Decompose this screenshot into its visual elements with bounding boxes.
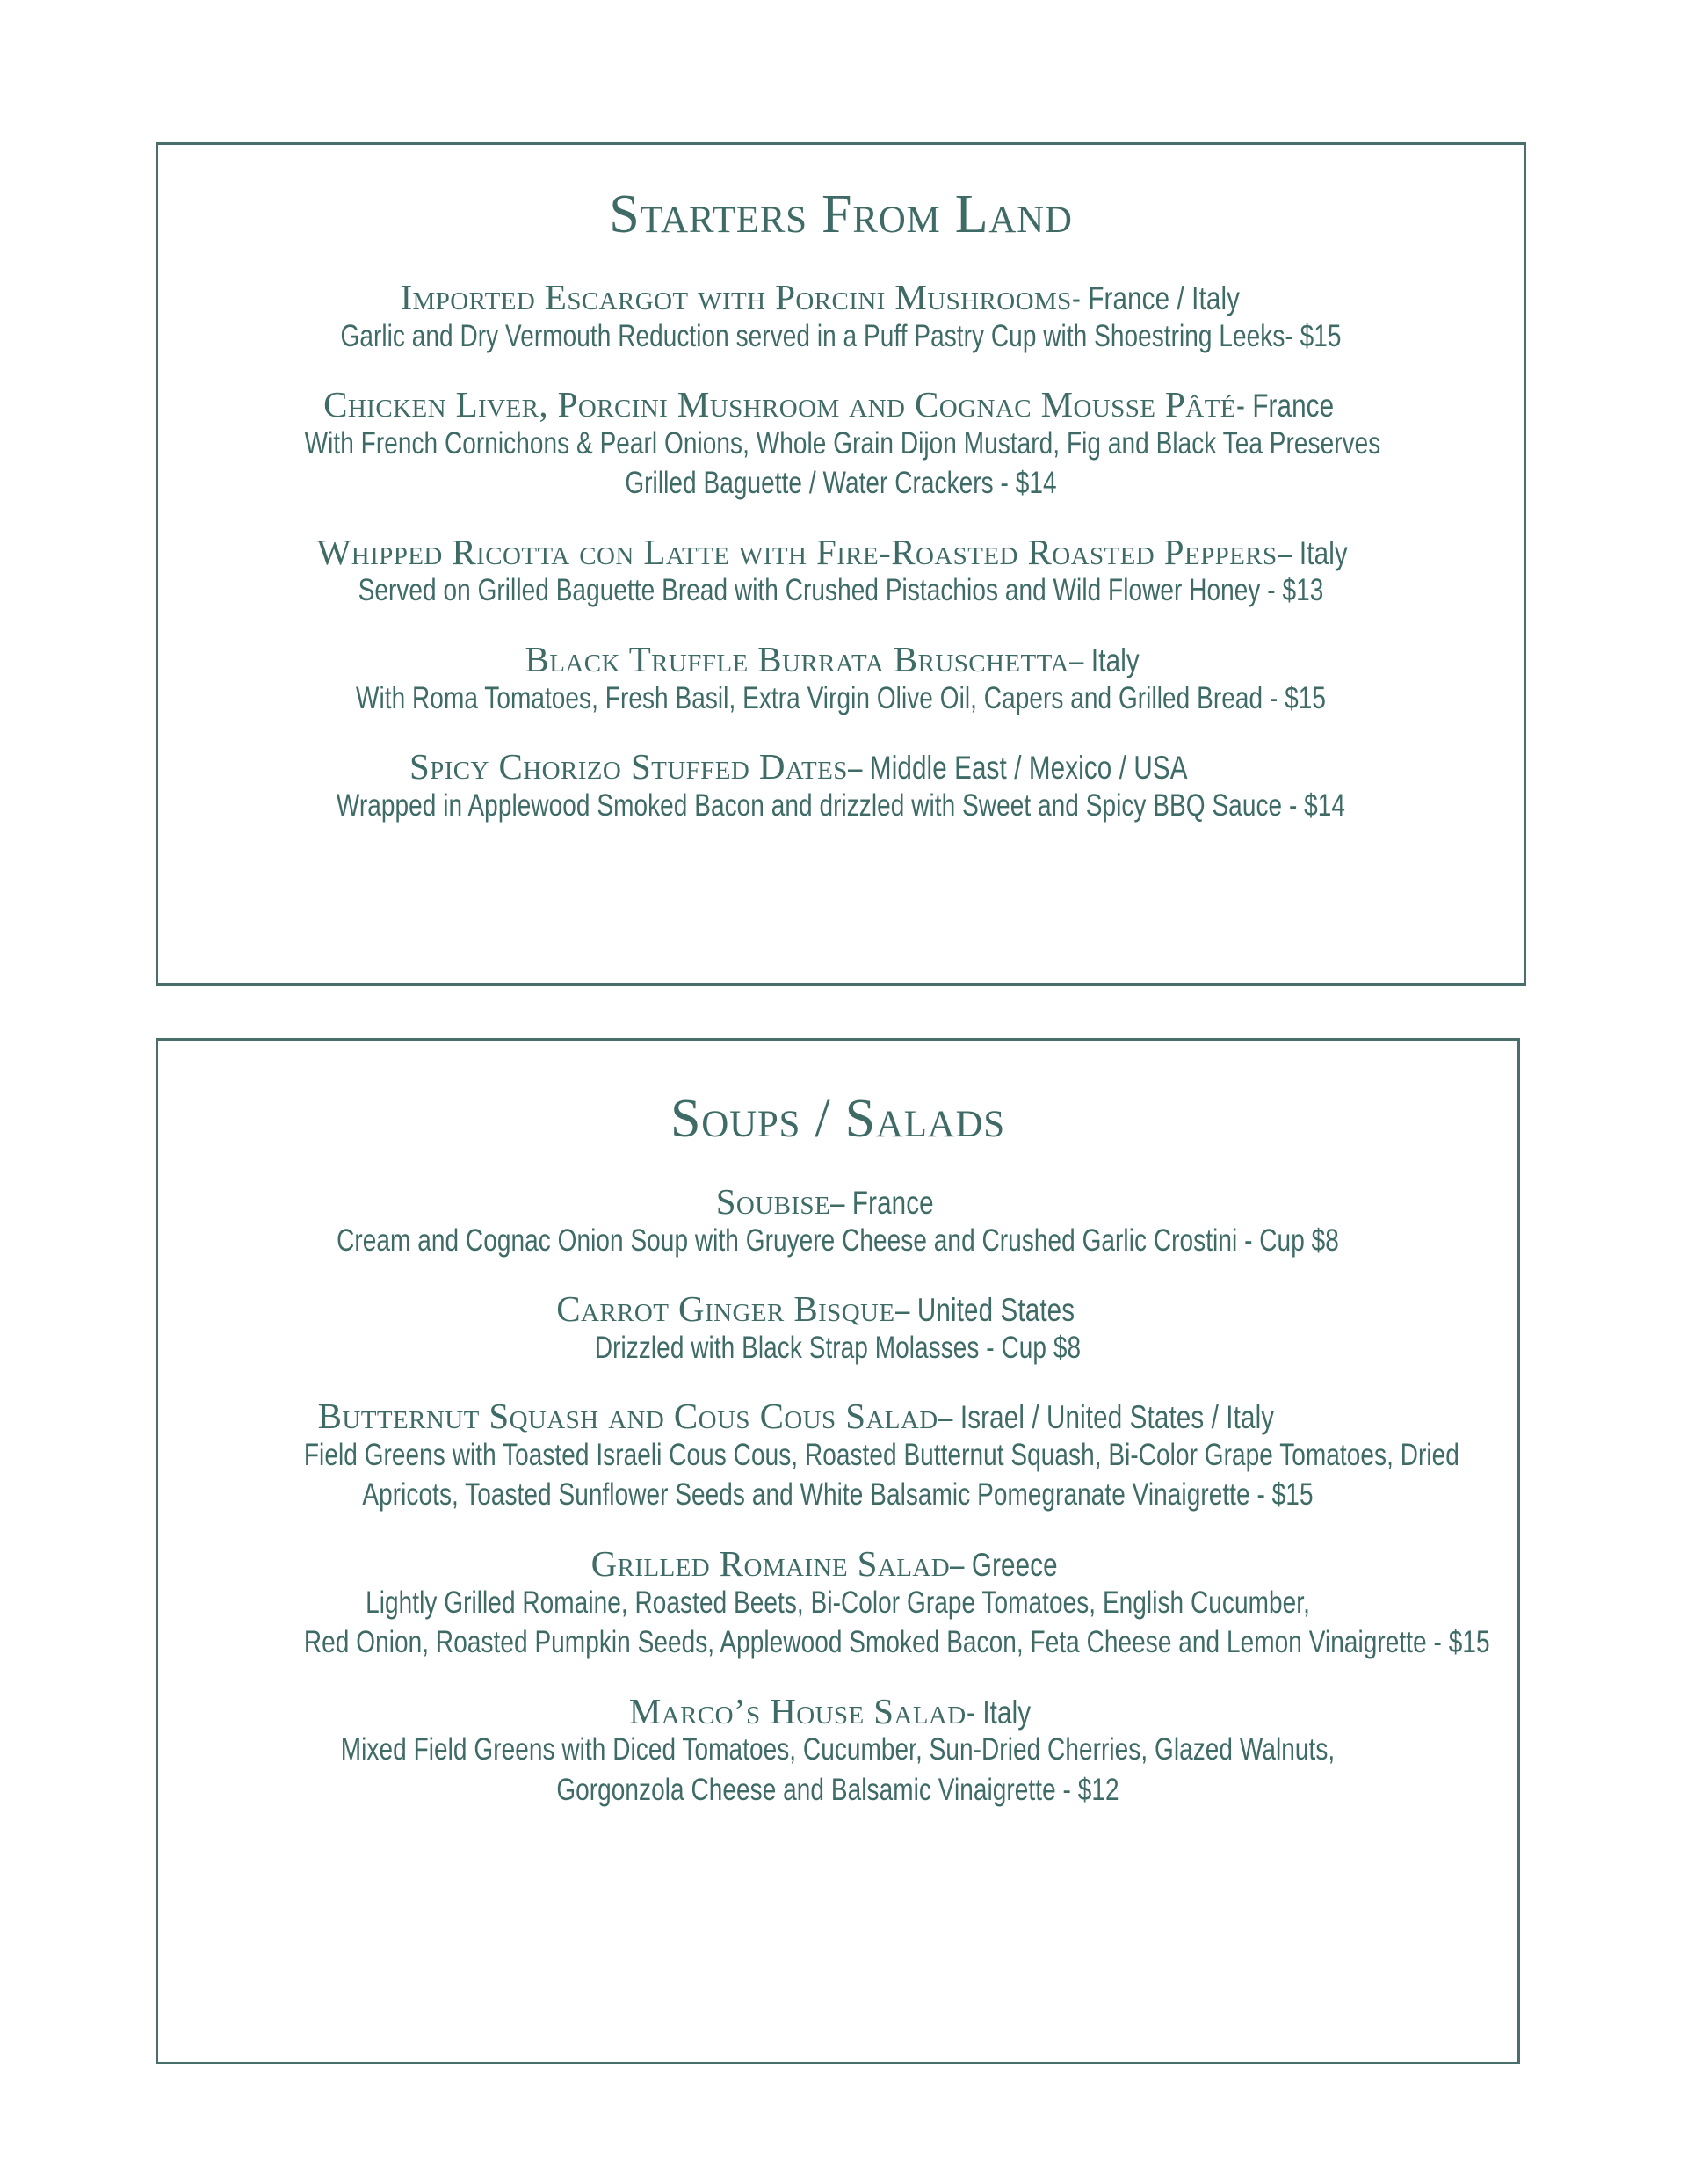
menu-item-title-line <box>170 638 1511 679</box>
description-line: Served on Grilled Baguette Bread with Crushed Pistachios and Wild Flower Honey - $13 <box>358 573 1324 608</box>
section-heading-starters-from-land: Starters From Land <box>609 185 1073 244</box>
spacer <box>170 1260 1505 1290</box>
menu-item-origin: – Israel / United States / Italy <box>938 1399 1274 1436</box>
description-line: Drizzled with Black Strap Molasses - Cup $8 <box>594 1330 1082 1365</box>
menu-item-name: Marco’s House Salad <box>628 1690 967 1731</box>
spacer <box>170 718 1511 748</box>
menu-item-origin: – France <box>830 1185 934 1221</box>
spacer <box>170 1515 1505 1545</box>
menu-item-description <box>170 1221 1505 1261</box>
menu-item-title-line <box>170 533 1511 571</box>
description-line: Lightly Grilled Romaine, Roasted Beets, Bi-Color Grape Tomatoes, English Cucumber, <box>366 1585 1310 1620</box>
description-line: Field Greens with Toasted Israeli Cous Cous, Roasted Butternut Squash, Bi-Color Grape Tomatoes, Dried <box>303 1437 1459 1472</box>
section-heading-soups-salads: Soups / Salads <box>670 1089 1005 1149</box>
menu-item <box>170 748 1511 825</box>
description-line: Mixed Field Greens with Diced Tomatoes, Cucumber, Sun-Dried Cherries, Glazed Walnuts, <box>340 1732 1336 1767</box>
panel-content <box>158 1089 1517 2113</box>
description-line: Apricots, Toasted Sunflower Seeds and White Balsamic Pomegranate Vinaigrette - $15 <box>362 1477 1314 1513</box>
menu-item-title-line <box>170 279 1511 316</box>
menu-item-name: Spicy Chorizo Stuffed Dates <box>409 746 848 787</box>
spacer <box>170 356 1511 386</box>
section-panel-starters-from-land <box>156 142 1526 986</box>
menu-item <box>170 1690 1505 1810</box>
menu-item-origin: – Italy <box>1068 642 1140 678</box>
description-line: Wrapped in Applewood Smoked Bacon and drizzled with Sweet and Spicy BBQ Sauce - $14 <box>336 787 1346 823</box>
menu-item-description <box>170 570 1511 611</box>
menu-item-name: Black Truffle Burrata Bruschetta <box>525 638 1069 679</box>
menu-item-name: Chicken Liver, Porcini Mushroom and Cognac Mousse Pâté <box>323 384 1236 425</box>
menu-item-name: Soubise <box>715 1181 831 1222</box>
menu-item-title-line <box>170 386 1511 424</box>
menu-item-origin: – Italy <box>1277 534 1348 571</box>
menu-item-description <box>170 1435 1505 1515</box>
menu-item <box>170 279 1511 356</box>
menu-item <box>170 1183 1505 1260</box>
menu-item <box>170 533 1511 611</box>
menu-item-name: Carrot Ginger Bisque <box>556 1288 895 1330</box>
spacer <box>170 611 1511 641</box>
description-line: Cream and Cognac Onion Soup with Gruyere Cheese and Crushed Garlic Crostini - Cup $8 <box>337 1223 1339 1258</box>
section-panel-soups-salads <box>156 1038 1520 2064</box>
spacer <box>170 1146 1505 1183</box>
menu-item-name: Grilled Romaine Salad <box>590 1542 951 1584</box>
spacer <box>170 1368 1505 1397</box>
menu-item <box>170 386 1511 504</box>
menu-item-description <box>170 786 1511 826</box>
menu-item <box>170 638 1511 718</box>
menu-item-description <box>170 1328 1505 1368</box>
menu-item-title-line <box>170 1397 1505 1435</box>
menu-item-origin: – Middle East / Mexico / USA <box>847 750 1188 786</box>
description-line: Gorgonzola Cheese and Balsamic Vinaigrette - $12 <box>556 1772 1119 1807</box>
description-line: With Roma Tomatoes, Fresh Basil, Extra Virgin Olive Oil, Capers and Grilled Bread - $15 <box>355 680 1327 715</box>
menu-item-origin: – United States <box>894 1292 1075 1329</box>
menu-item-title-line <box>170 1290 1505 1328</box>
description-line: With French Cornichons & Pearl Onions, Whole Grain Dijon Mustard, Fig and Black Tea Preserves <box>304 425 1381 461</box>
menu-item-title-line <box>170 748 1511 786</box>
panel-content <box>158 187 1524 1026</box>
menu-item-title-line <box>170 1690 1505 1731</box>
menu-item-description <box>170 1583 1505 1663</box>
menu-item-title-line <box>170 1542 1505 1584</box>
menu-item-description <box>170 316 1511 357</box>
menu-item-description <box>170 424 1511 504</box>
menu-item-title-line <box>170 1183 1505 1221</box>
menu-item-name: Butternut Squash and Cous Cous Salad <box>317 1396 938 1437</box>
menu-item <box>170 1290 1505 1368</box>
menu-item-name: Whipped Ricotta con Latte with Fire-Roasted Roasted Peppers <box>316 531 1278 572</box>
menu-item-origin: - France <box>1235 388 1335 424</box>
spacer <box>170 1663 1505 1693</box>
menu-item <box>170 1397 1505 1515</box>
menu-item-origin: - Italy <box>966 1694 1031 1731</box>
menu-item-description <box>170 678 1511 719</box>
description-line: Grilled Baguette / Water Crackers - $14 <box>625 466 1057 501</box>
menu-item-origin: - France / Italy <box>1071 280 1240 316</box>
description-line: Garlic and Dry Vermouth Reduction served in a Puff Pastry Cup with Shoestring Leeks- $15 <box>340 318 1342 353</box>
menu-item-name: Imported Escargot with Porcini Mushrooms <box>400 277 1072 317</box>
spacer <box>170 242 1511 279</box>
description-line: Red Onion, Roasted Pumpkin Seeds, Applewood Smoked Bacon, Feta Cheese and Lemon Vinaigrette - $15 <box>303 1625 1490 1659</box>
menu-item <box>170 1542 1505 1663</box>
menu-item-origin: – Greece <box>950 1546 1058 1583</box>
spacer <box>170 504 1511 533</box>
menu-item-description <box>170 1730 1505 1810</box>
